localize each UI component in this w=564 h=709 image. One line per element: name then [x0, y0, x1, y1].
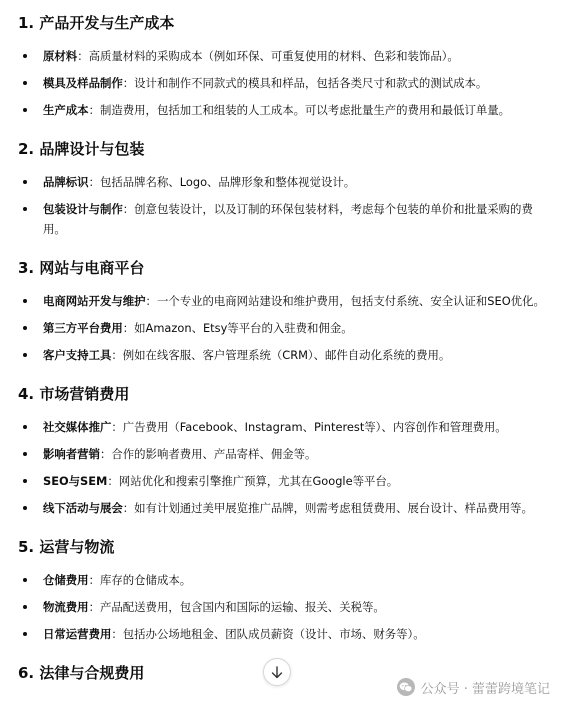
item-separator: ： [122, 202, 135, 216]
list-item [18, 100, 548, 120]
item-term: 电商网站开发与维护 [43, 294, 146, 308]
document-content [18, 12, 548, 684]
item-separator: ： [111, 348, 123, 362]
item-description: 库存的仓储成本。 [99, 573, 192, 587]
bullet-list [18, 570, 548, 644]
item-description: 设计和制作不同款式的模具和样品，包括各类尺寸和款式的测试成本。 [134, 76, 488, 90]
item-description: 广告费用（Facebook、Instagram、Pinterest等）、内容创作和管理费用。 [122, 420, 507, 434]
item-description: 制造费用，包括加工和组装的人工成本。可以考虑批量生产的费用和最低订单量。 [99, 103, 511, 117]
section-heading: 1. 产品开发与生产成本 [18, 14, 175, 32]
section-heading: 5. 运营与物流 [18, 538, 115, 556]
list-item [18, 624, 548, 644]
item-description: 高质量材料的采购成本（例如环保、可重复使用的材料、色彩和装饰品）。 [88, 49, 459, 63]
item-separator: ： [145, 294, 157, 308]
bullet-list [18, 417, 548, 518]
list-item [18, 444, 548, 464]
list-item [18, 471, 548, 491]
list-item [18, 172, 548, 192]
item-separator: ： [111, 420, 123, 434]
list-item [18, 417, 548, 437]
item-term: 日常运营费用 [43, 627, 112, 641]
watermark-text: 公众号 · 蕾蕾跨境笔记 [420, 681, 550, 697]
wechat-icon [396, 677, 416, 697]
item-description: 包括办公场地租金、团队成员薪资（设计、市场、财务等）。 [122, 627, 425, 641]
watermark [396, 677, 550, 697]
item-description: 如有计划通过美甲展览推广品牌，则需考虑租赁费用、展台设计、样品费用等。 [134, 501, 533, 515]
item-term: 品牌标识 [43, 175, 89, 189]
item-term: 包装设计与制作 [43, 202, 123, 216]
item-term: 原材料 [43, 49, 78, 63]
item-term: 生产成本 [43, 103, 89, 117]
item-description: 包括品牌名称、Logo、品牌形象和整体视觉设计。 [99, 175, 356, 189]
list-item [18, 498, 548, 518]
list-item [18, 597, 548, 617]
list-item [18, 46, 548, 66]
item-separator: ： [99, 447, 112, 461]
item-term: 客户支持工具 [43, 348, 112, 362]
item-term: 影响者营销 [43, 447, 100, 461]
item-term: 仓储费用 [43, 573, 89, 587]
list-item [18, 291, 548, 311]
item-separator: ： [88, 573, 100, 587]
item-term: 第三方平台费用 [43, 321, 123, 335]
item-description: 网站优化和搜索引擎推广预算，尤其在Google等平台。 [118, 474, 399, 488]
item-separator: ： [77, 49, 89, 63]
item-term: SEO与SEM [43, 474, 108, 488]
bullet-list [18, 291, 548, 365]
item-description: 产品配送费用，包含国内和国际的运输、报关、关税等。 [99, 600, 385, 614]
item-separator: ： [122, 501, 135, 515]
item-description: 如Amazon、Etsy等平台的入驻费和佣金。 [134, 321, 353, 335]
arrow-down-icon [271, 666, 283, 679]
scroll-down-button[interactable] [263, 658, 291, 686]
item-description: 例如在线客服、客户管理系统（CRM）、邮件自动化系统的费用。 [122, 348, 451, 362]
item-description: 合作的影响者费用、产品寄样、佣金等。 [111, 447, 317, 461]
item-separator: ： [88, 175, 100, 189]
section-heading: 3. 网站与电商平台 [18, 259, 145, 277]
item-term: 社交媒体推广 [43, 420, 112, 434]
list-item [18, 318, 548, 338]
item-separator: ： [88, 103, 100, 117]
item-term: 模具及样品制作 [43, 76, 123, 90]
bullet-list [18, 46, 548, 120]
list-item [18, 199, 548, 239]
item-separator: ： [122, 321, 135, 335]
bullet-list [18, 172, 548, 239]
item-term: 线下活动与展会 [43, 501, 123, 515]
item-separator: ： [88, 600, 100, 614]
section-heading: 2. 品牌设计与包装 [18, 140, 145, 158]
item-description: 一个专业的电商网站建设和维护费用，包括支付系统、安全认证和SEO优化。 [156, 294, 545, 308]
item-description: 创意包装设计，以及订制的环保包装材料，考虑每个包装的单价和批量采购的费用。 [43, 202, 533, 236]
item-separator: ： [107, 474, 119, 488]
section-heading: 6. 法律与合规费用 [18, 664, 145, 682]
list-item [18, 73, 548, 93]
list-item [18, 345, 548, 365]
section-heading: 4. 市场营销费用 [18, 385, 130, 403]
item-separator: ： [111, 627, 123, 641]
list-item [18, 570, 548, 590]
item-separator: ： [122, 76, 135, 90]
item-term: 物流费用 [43, 600, 89, 614]
